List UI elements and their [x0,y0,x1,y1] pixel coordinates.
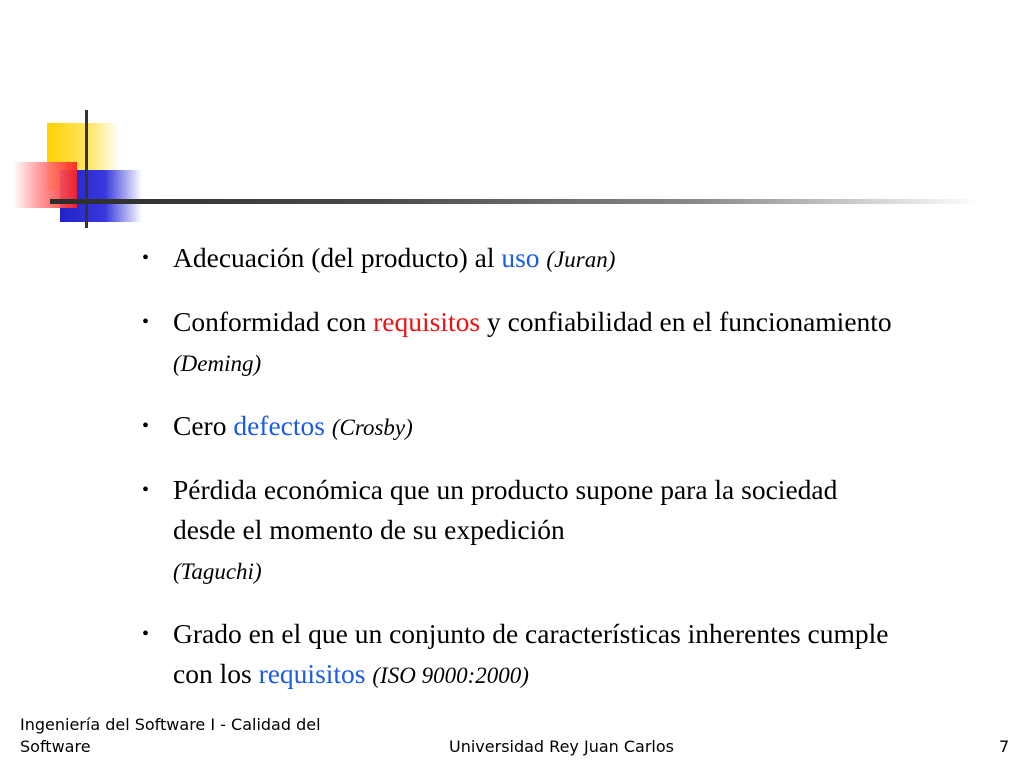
bullet-text: Adecuación (del producto) al [173,242,502,273]
bullet-text-continued: y confiabilidad en el funcionamiento [480,306,892,337]
bullet-dot: • [142,415,150,437]
bullet-dot: • [142,311,150,333]
bullet-item-crosby [140,406,900,448]
citation-deming: (Deming) [173,351,262,376]
citation-crosby: (Crosby) [331,415,413,440]
highlight-defectos: defectos [233,410,325,441]
bullet-text: Pérdida económica que un producto supone para la sociedad desde el momento de su expedición [173,474,838,545]
bullet-list [140,238,900,718]
highlight-requisitos: requisitos [373,306,481,337]
title-underline-rule [50,199,980,204]
footer-university: Universidad Rey Juan Carlos [449,737,674,756]
bullet-item-iso [140,614,900,696]
footer-course-title: Ingeniería del Software I - Calidad del Software [20,715,321,756]
bullet-dot: • [142,623,150,645]
highlight-requisitos-iso: requisitos [258,658,366,689]
page-number: 7 [999,737,1010,756]
highlight-uso: uso [501,242,540,273]
citation-taguchi: (Taguchi) [173,559,262,584]
citation-iso: (ISO 9000:2000) [372,663,529,688]
bullet-item-juran [140,238,900,280]
bullet-text: Conformidad con [173,306,374,337]
bullet-dot: • [142,479,150,501]
vertical-rule [85,110,88,228]
bullet-text: Grado en el que un conjunto de características inherentes cumple con los [173,618,889,689]
bullet-dot: • [142,247,150,269]
bullet-text: Cero [173,410,234,441]
bullet-item-deming [140,302,900,384]
citation-juran: (Juran) [546,247,616,272]
bullet-item-taguchi [140,470,900,592]
